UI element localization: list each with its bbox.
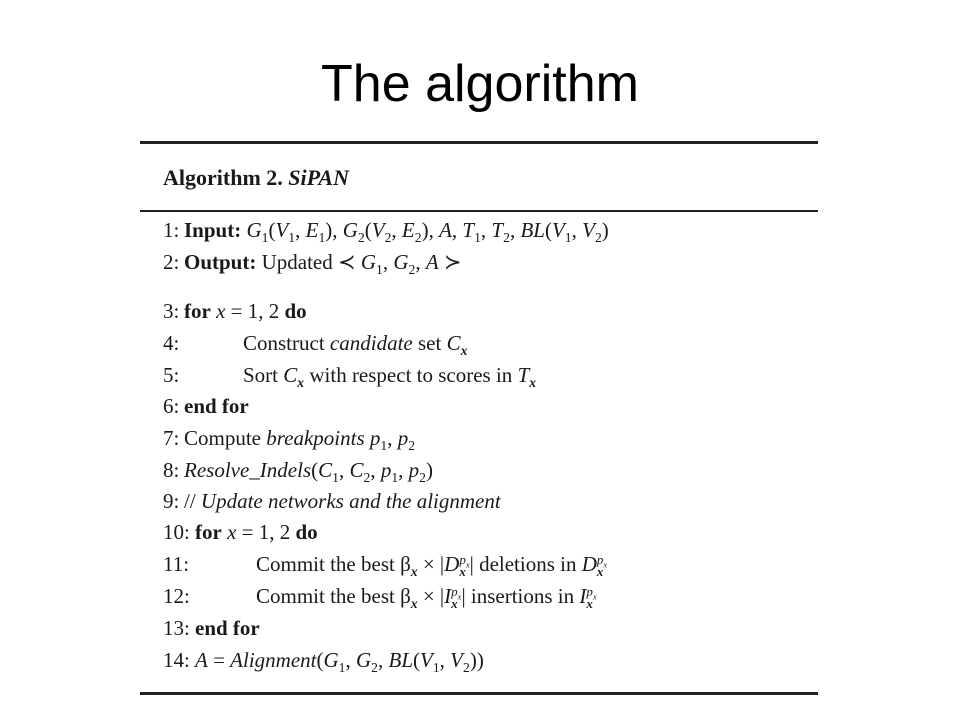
- line-number: 13:: [163, 616, 190, 640]
- line-number: 6:: [163, 394, 180, 418]
- line-number: 1:: [163, 218, 180, 242]
- line-text: Sort $C_x$ with respect to scores in $T_x$: [243, 363, 537, 391]
- algorithm-line: [163, 299, 307, 323]
- algorithm-line: [163, 458, 433, 486]
- line-text: end for: [195, 616, 260, 640]
- line-number: 8:: [163, 458, 180, 482]
- line-text: Commit the best $\beta_x \times |D$ $p_x$ x | deletions in D $p_x$ x: [256, 552, 608, 580]
- top-rule: [140, 141, 818, 144]
- line-text: Compute breakpoints $p_1$, $p_2$: [184, 426, 416, 454]
- algorithm-line: [163, 331, 468, 359]
- algorithm-line: [163, 489, 501, 513]
- algorithm-line: [163, 394, 249, 418]
- algorithm-caption-label: Algorithm 2.: [163, 165, 283, 190]
- algorithm-line: [163, 250, 462, 278]
- line-number: 4:: [163, 331, 180, 355]
- algorithm-caption: [163, 165, 349, 191]
- algorithm-line: [163, 520, 318, 544]
- algorithm-line: [163, 363, 537, 391]
- line-text: // Update networks and the alignment: [184, 489, 501, 513]
- line-number: 2:: [163, 250, 180, 274]
- line-text: Construct candidate set $C_x$: [243, 331, 468, 359]
- line-text: for x = 1, 2 do: [195, 520, 318, 544]
- algorithm-caption-name: SiPAN: [288, 165, 349, 190]
- line-number: 9:: [163, 489, 180, 513]
- line-number: 10:: [163, 520, 190, 544]
- line-text: Output: Updated ≺ $G_1$, $G_2$, A ≻: [184, 250, 462, 278]
- algorithm-line: [163, 218, 609, 246]
- line-text: $Resolve\_Indels(C_1$, $C_2$, $p_1$, $p_2$): [184, 458, 433, 486]
- line-text: $A = Alignment(G_1$, $G_2$, $BL(V_1$, $V_2$)): [195, 648, 484, 676]
- slide-title: The algorithm: [321, 55, 639, 113]
- line-number: 3:: [163, 299, 180, 323]
- algorithm-line: [163, 616, 260, 640]
- line-text: for x = 1, 2 do: [184, 299, 307, 323]
- line-text: Input: $G_1(V_1$, $E_1$), $G_2(V_2$, $E_2$), A, $T_1$, $T_2$, $BL(V_1$, $V_2$): [184, 218, 609, 246]
- algorithm-line: [163, 648, 484, 676]
- line-text: Commit the best $\beta_x \times |I$ $p_x$ x | insertions in I $p_x$ x: [256, 584, 597, 612]
- algorithm-line: [163, 426, 416, 454]
- algorithm-line: [163, 552, 608, 580]
- line-number: 11:: [163, 552, 190, 576]
- bottom-rule: [140, 692, 818, 695]
- line-number: 14:: [163, 648, 190, 672]
- line-number: 12:: [163, 584, 190, 608]
- line-number: 7:: [163, 426, 180, 450]
- caption-rule: [140, 210, 818, 212]
- line-number: 5:: [163, 363, 180, 387]
- line-text: end for: [184, 394, 249, 418]
- algorithm-line: [163, 584, 597, 612]
